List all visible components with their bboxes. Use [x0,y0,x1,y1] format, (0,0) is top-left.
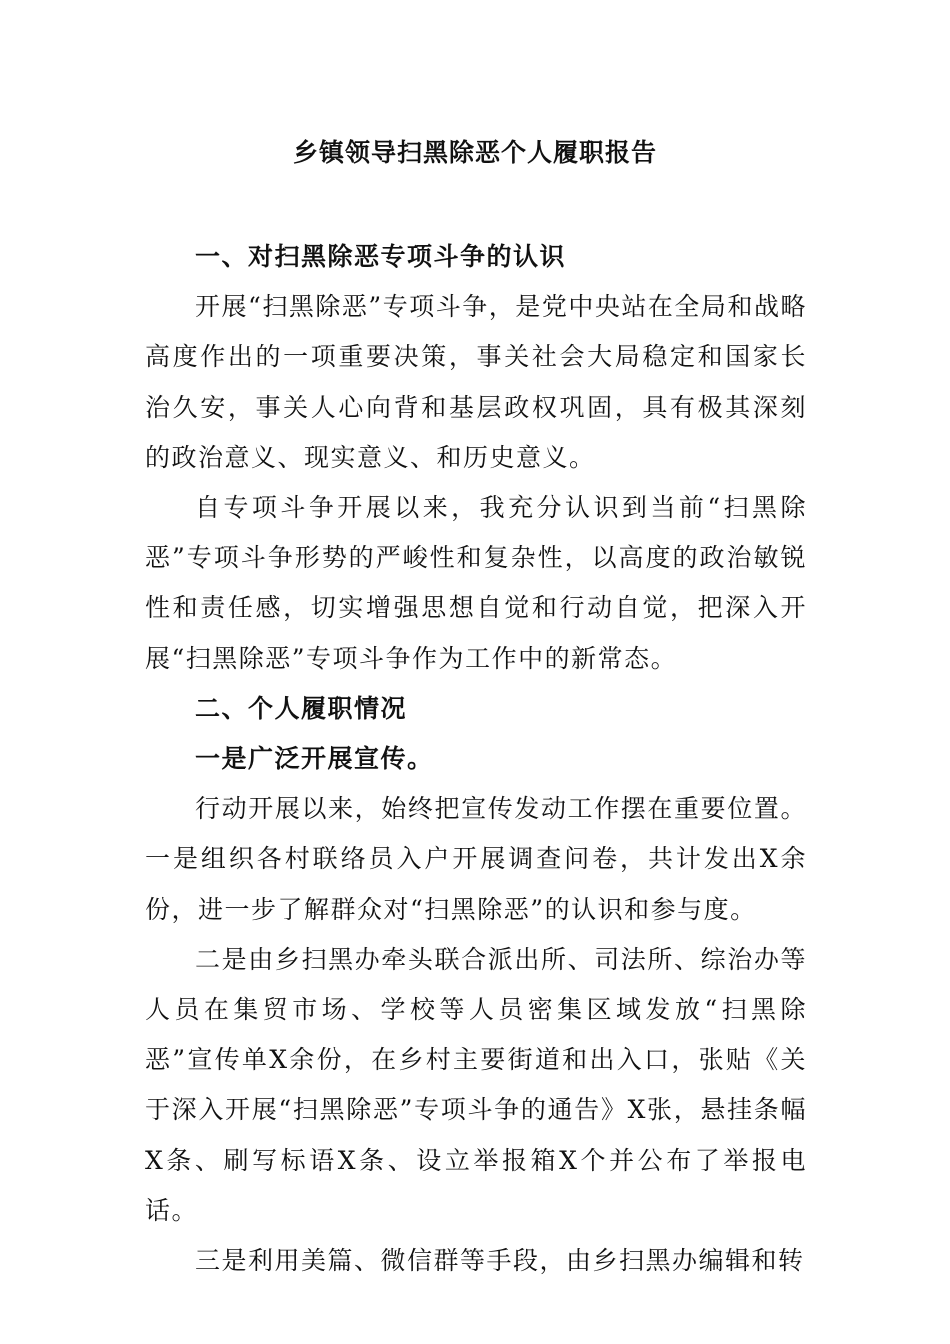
document-body [145,232,807,1286]
paragraph: 二是由乡扫黑办牵头联合派出所、司法所、综治办等人员在集贸市场、学校等人员密集区域发放“扫黑除恶”宣传单X余份，在乡村主要街道和出入口，张贴《关于深入开展“扫黑除恶”专项斗争的通告》X张，悬挂条幅X条、刷写标语X条、设立举报箱X个并公布了举报电话。 [145,944,807,1225]
paragraph: 自专项斗争开展以来，我充分认识到当前“扫黑除恶”专项斗争形势的严峻性和复杂性，以高度的政治敏锐性和责任感，切实增强思想自觉和行动自觉，把深入开展“扫黑除恶”专项斗争作为工作中的新常态。 [145,493,807,673]
section-heading-duties: 二、个人履职情况 [195,693,408,723]
subsection-heading-publicity: 一是广泛开展宣传。 [195,744,434,774]
document-title: 乡镇领导扫黑除恶个人履职报告 [292,138,657,167]
paragraph: 三是利用美篇、微信群等手段，由乡扫黑办编辑和转 [195,1246,805,1276]
section-heading-understanding: 一、对扫黑除恶专项斗争的认识 [195,242,567,271]
paragraph: 行动开展以来，始终把宣传发动工作摆在重要位置。一是组织各村联络员入户开展调查问卷，共计发出X余份，进一步了解群众对“扫黑除恶”的认识和参与度。 [145,794,807,924]
paragraph: 开展“扫黑除恶”专项斗争，是党中央站在全局和战略高度作出的一项重要决策，事关社会大局稳定和国家长治久安，事关人心向背和基层政权巩固，具有极其深刻的政治意义、现实意义、和历史意义。 [145,292,807,472]
